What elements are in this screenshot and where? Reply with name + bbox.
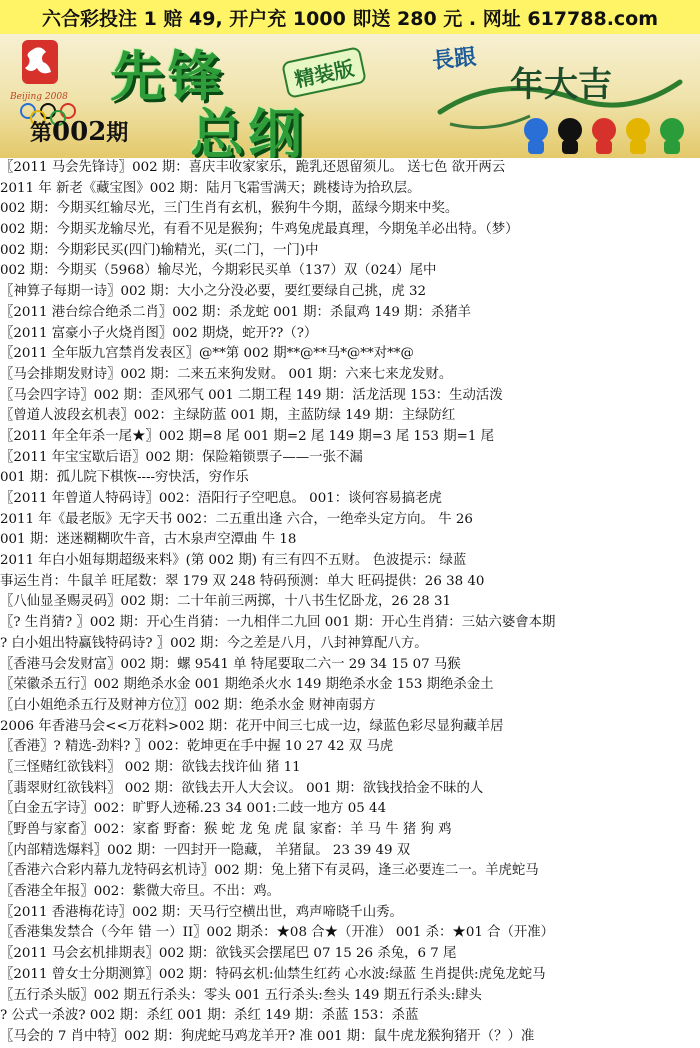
mascots-icon: [520, 114, 690, 156]
text-line-6: 002 期：今期买（5968）输尽光，今期彩民买单（137）双（024）尾中: [0, 263, 437, 279]
text-line-21: 事运生肖：牛鼠羊 旺尾数：翠 179 双 248 特码预测：单大 旺码提供：26 38 40: [0, 573, 485, 589]
text-line-29: 〖香港〗? 精选-劲料? 〗002：乾坤更在手中握 10 27 42 双 马虎: [0, 739, 394, 755]
text-line-36: 〖香港全年报〗002：紫微大帝旦。不出：鸡。: [0, 884, 280, 900]
text-line-1: 〖2011 马会先锋诗〗002 期：喜庆丰收家家乐，跪乳还恩留须儿。 送七色 欲开两云: [0, 160, 506, 175]
text-line-4: 002 期：今期买龙输尽光，有看不见是猴狗；牛鸡兔虎最真理，今期兔羊必出特。（梦）: [0, 222, 519, 238]
text-line-8: 〖2011 港台综合绝杀二肖〗002 期：杀龙蛇 001 期：杀鼠鸡 149 期：杀猪羊: [0, 304, 472, 320]
text-line-34: 〖内部精选爆料〗002 期：一四封开一隐藏， 羊猪鼠。 23 39 49 双: [0, 842, 411, 858]
text-line-31: 〖翡翠财红欲钱料〗 002 期：欲钱去开人大会议。 001 期：欲钱找拾金不昧的人: [0, 780, 484, 796]
text-line-39: 〖2011 马会玄机排期表〗002 期：欲钱买会摆尾巴 07 15 26 杀兔，6 7 尾: [0, 946, 457, 962]
text-line-30: 〖三怪赌红欲钱料〗 002 期：欲钱去找许仙 猪 11: [0, 759, 301, 775]
text-line-18: 2011 年《最老版》无字天书 002：二五重出逢 六合，一绝牵头定方向。 牛 26: [0, 511, 473, 527]
text-line-24: ? 白小姐出特赢钱特码诗? 〗002 期：今之差是八月，八封神算配八方。: [0, 635, 428, 651]
text-line-20: 2011 年白小姐每期超级来料》(第 002 期) 有三有四不五财。 色波提示：绿蓝: [0, 553, 467, 569]
text-line-38: 〖香港集发禁合（今年 错 一）II〗002 期杀：★08 合★（开准） 001 杀：★01 合（开准）: [0, 925, 555, 941]
title-part-1: 先锋: [110, 44, 226, 108]
text-line-2: 2011 年 新老《藏宝图》002 期：陆月飞霜雪满天；跳楼诗为拾玖层。: [0, 180, 421, 196]
text-line-11: 〖马会排期发财诗〗002 期：二来五来狗发财。 001 期：六来七来龙发财。: [0, 366, 453, 382]
text-line-14: 〖2011 年全年杀一尾★〗002 期=8 尾 001 期=2 尾 149 期=3 尾 153 期=1 尾: [0, 428, 494, 444]
text-line-3: 002 期：今期买红输尽光，三门生肖有玄机，猴狗牛今期，蓝绿今期来中奖。: [0, 201, 459, 217]
ad-text[interactable]: 六合彩投注 1 赔 49, 开户充 1000 即送 280 元 . 网址 617788.com: [41, 7, 659, 30]
text-line-7: 〖神算子每期一诗〗002 期：大小之分没必要，要红要绿自己挑，虎 32: [0, 284, 427, 300]
text-line-26: 〖荣徽杀五行〗002 期绝杀水金 001 期绝杀火水 149 期绝杀水金 153 期绝杀金土: [0, 677, 494, 693]
text-line-41: 〖五行杀头版〗002 期五行杀头：零头 001 五行杀头:叁头 149 期五行杀头:肆头: [0, 987, 482, 1003]
text-line-28: 2006 年香港马会<<万花料>002 期：花开中间三七成一边，绿蓝色彩尽显狗藏羊居: [0, 718, 504, 734]
text-line-23: 〖? 生肖猜? 〗002 期：开心生肖猜：一九相伴二九回 001 期：开心生肖猜：三姑六婆會本期: [0, 615, 556, 631]
text-line-27: 〖白小姐绝杀五行及财神方位〗〗002 期：绝杀水金 财神南弱方: [0, 697, 376, 713]
text-line-35: 〖香港六合彩内幕九龙特码玄机诗〗002 期：兔上猪下有灵码，逢三必要连二一。羊虎蛇马: [0, 863, 539, 879]
text-line-10: 〖2011 全年版九宫禁肖发表区〗@**第 002 期**@**马*@**对**@: [0, 346, 414, 362]
text-line-5: 002 期：今期彩民买(四门)输精光，买(二门，一门)中: [0, 242, 319, 258]
title-part-2: 总纲: [190, 102, 306, 158]
text-line-43: 〖马会的 7 肖中特〗002 期：狗虎蛇马鸡龙羊开? 准 001 期：鼠牛虎龙猴狗猪开（？）准: [0, 1028, 535, 1044]
text-line-22: 〖八仙显圣赐灵码〗002 期：二十年前三两掷，十八书生忆卧龙，26 28 31: [0, 594, 451, 610]
subtitle: 長跟: [430, 43, 478, 75]
header-banner: [0, 34, 700, 158]
text-line-32: 〖白金五字诗〗002：旷野人迹稀.23 34 001:二歧一地方 05 44: [0, 801, 387, 817]
text-line-33: 〖野兽与家畜〗002：家畜 野畜：猴 蛇 龙 兔 虎 鼠 家畜：羊 马 牛 猪 狗 鸡: [0, 822, 452, 837]
text-line-12: 〖马会四字诗〗002 期：歪风邪气 001 二期工程 149 期：活龙活现 153：生动活泼: [0, 387, 503, 403]
text-line-37: 〖2011 香港梅花诗〗002 期：天马行空横出世，鸡声啼晓千山秀。: [0, 904, 403, 920]
text-line-19: 001 期：迷迷糊糊吹牛音，古木泉声空潭曲 牛 18: [0, 532, 297, 548]
text-line-40: 〖2011 曾女士分期测算〗002 期：特码玄机:仙禁生红药 心水波:绿蓝 生肖提供:虎兔龙蛇马: [0, 966, 546, 982]
logo-caption: Beijing 2008: [10, 92, 68, 102]
text-line-25: 〖香港马会发财富〗002 期：螺 9541 单 特尾要取二六一 29 34 15 07 马猴: [0, 656, 461, 672]
prediction-list: [0, 158, 700, 1048]
text-line-9: 〖2011 富豪小子火烧肖图〗002 期烧，蛇开??（?）: [0, 325, 318, 341]
special-edition-badge: 精装版: [281, 46, 367, 99]
text-line-42: ? 公式一杀波? 002 期：杀红 001 期：杀红 149 期：杀蓝 153：杀蓝: [0, 1008, 419, 1024]
issue-number: 第002期: [30, 117, 129, 147]
ad-banner[interactable]: [0, 0, 700, 34]
text-line-16: 001 期：孤儿院下棋恢----穷快活，穷作乐: [0, 470, 249, 486]
text-line-13: 〖曾道人波段玄机表〗002：主绿防蓝 001 期，主蓝防绿 149 期：主绿防红: [0, 408, 456, 424]
olympic-emblem-icon: [10, 36, 70, 92]
text-line-17: 〖2011 年曾道人特码诗〗002：浯阳行子空吧息。 001：谈何容易搞老虎: [0, 491, 442, 506]
text-line-15: 〖2011 年宝宝歇后语〗002 期：保险箱锁票子——一张不漏: [0, 449, 363, 465]
svg-text:年大吉: 年大吉: [510, 65, 612, 105]
